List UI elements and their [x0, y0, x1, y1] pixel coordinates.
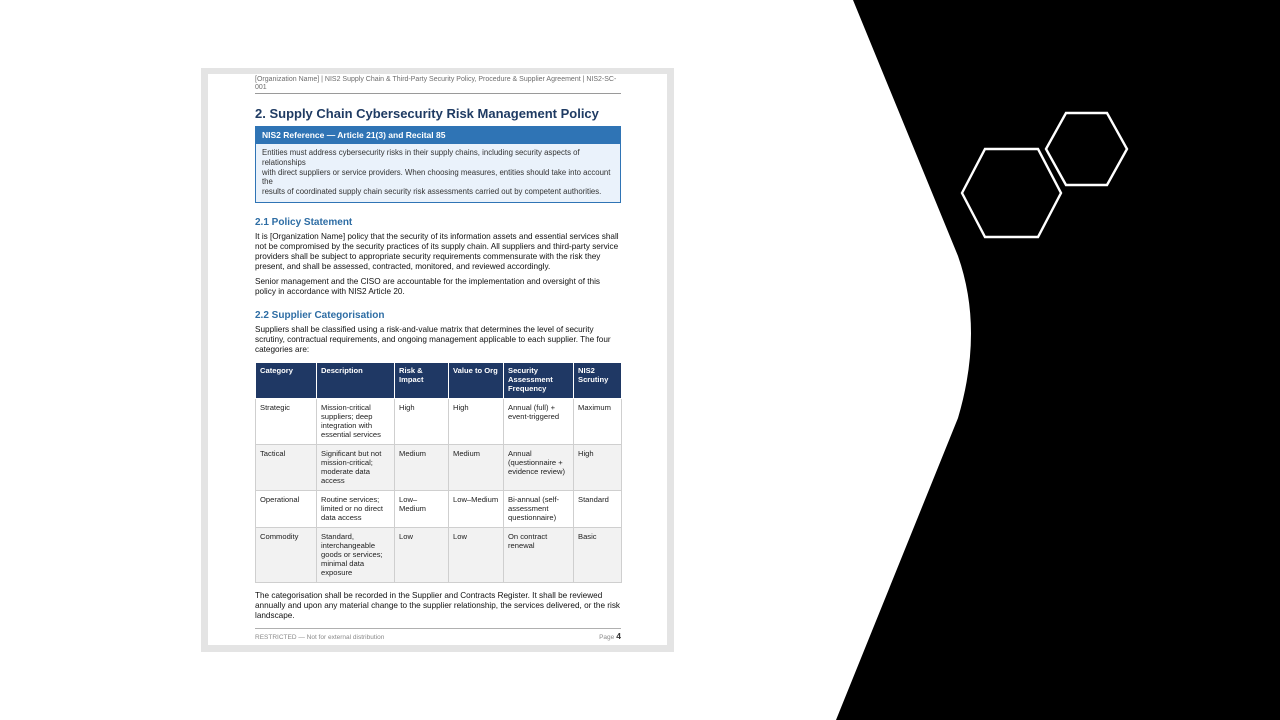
table-cell: High [395, 399, 449, 445]
table-cell: Maximum [574, 399, 622, 445]
column-header: Category [256, 363, 317, 399]
running-header: [Organization Name] | NIS2 Supply Chain & Third-Party Security Policy, Procedure & Supplier Agreement | NIS2-SC-001 [255, 74, 621, 94]
table-cell: Basic [574, 528, 622, 583]
running-footer [255, 628, 621, 641]
nis2-reference-box [255, 126, 621, 203]
table-cell: Bi-annual (self-assessment questionnaire) [504, 491, 574, 528]
document-page-frame [201, 68, 674, 652]
table-cell: Medium [395, 445, 449, 491]
table-cell: Mission-critical suppliers; deep integration with essential services [317, 399, 395, 445]
table-cell: Annual (full) + event-triggered [504, 399, 574, 445]
table-cell: Standard, interchangeable goods or services; minimal data exposure [317, 528, 395, 583]
page-label: Page [599, 634, 615, 641]
table-cell: Strategic [256, 399, 317, 445]
table-cell: High [574, 445, 622, 491]
table-cell: Routine services; limited or no direct data access [317, 491, 395, 528]
table-cell: Low–Medium [395, 491, 449, 528]
reference-box-body [256, 144, 620, 202]
column-header: Security Assessment Frequency [504, 363, 574, 399]
table-row [256, 491, 622, 528]
reference-line: results of coordinated supply chain security risk assessments carried out by competent authorities. [262, 187, 602, 197]
table-cell: Low [395, 528, 449, 583]
column-header: NIS2 Scrutiny [574, 363, 622, 399]
table-cell: Annual (questionnaire + evidence review) [504, 445, 574, 491]
column-header: Risk & Impact [395, 363, 449, 399]
table-cell: On contract renewal [504, 528, 574, 583]
table-cell: Medium [449, 445, 504, 491]
reference-line: Entities must address cybersecurity risks in their supply chains, including security aspects of relationships [262, 148, 580, 167]
table-cell: Low–Medium [449, 491, 504, 528]
table-cell: High [449, 399, 504, 445]
policy-paragraph: It is [Organization Name] policy that the security of its information assets and essential services shall not be compromised by the security practices of its supply chain. All suppliers and third-party service providers shall be subject to appropriate security requirements commensurate with the risk they present, and shall be assessed, contracted, monitored, and reviewed accordingly. [255, 231, 619, 271]
table-cell: Tactical [256, 445, 317, 491]
table-cell: Significant but not mission-critical; moderate data access [317, 445, 395, 491]
reference-line: with direct suppliers or service providers. When choosing measures, entities should take into account the [262, 167, 611, 187]
table-header-row [256, 363, 622, 399]
table-row [256, 445, 622, 491]
column-header: Description [317, 363, 395, 399]
classification-label: RESTRICTED — Not for external distribution [255, 634, 385, 641]
column-header: Value to Org [449, 363, 504, 399]
policy-paragraph: Senior management and the CISO are accountable for the implementation and oversight of this policy in accordance with NIS2 Article 20. [255, 276, 600, 296]
document-page [208, 74, 667, 645]
reference-box-title: NIS2 Reference — Article 21(3) and Recital 85 [256, 127, 620, 144]
table-row [256, 528, 622, 583]
categorisation-heading: 2.2 Supplier Categorisation [255, 310, 385, 322]
categorisation-closing: The categorisation shall be recorded in the Supplier and Contracts Register. It shall be reviewed annually and upon any material change to the supplier relationship, the services delivered, or the risk landscape. [255, 591, 621, 620]
table-row [256, 399, 622, 445]
supplier-category-table [255, 362, 622, 583]
table-cell: Operational [256, 491, 317, 528]
table-cell: Standard [574, 491, 622, 528]
table-cell: Low [449, 528, 504, 583]
section-title: 2. Supply Chain Cybersecurity Risk Management Policy [255, 106, 599, 121]
table-cell: Commodity [256, 528, 317, 583]
page-content [255, 74, 621, 626]
page-indicator [599, 631, 621, 641]
page-number: 4 [616, 631, 621, 641]
categorisation-intro: Suppliers shall be classified using a risk-and-value matrix that determines the level of security scrutiny, contractual requirements, and ongoing management applicable to each supplier. The four categories are: [255, 325, 611, 355]
policy-statement-heading: 2.1 Policy Statement [255, 216, 353, 228]
